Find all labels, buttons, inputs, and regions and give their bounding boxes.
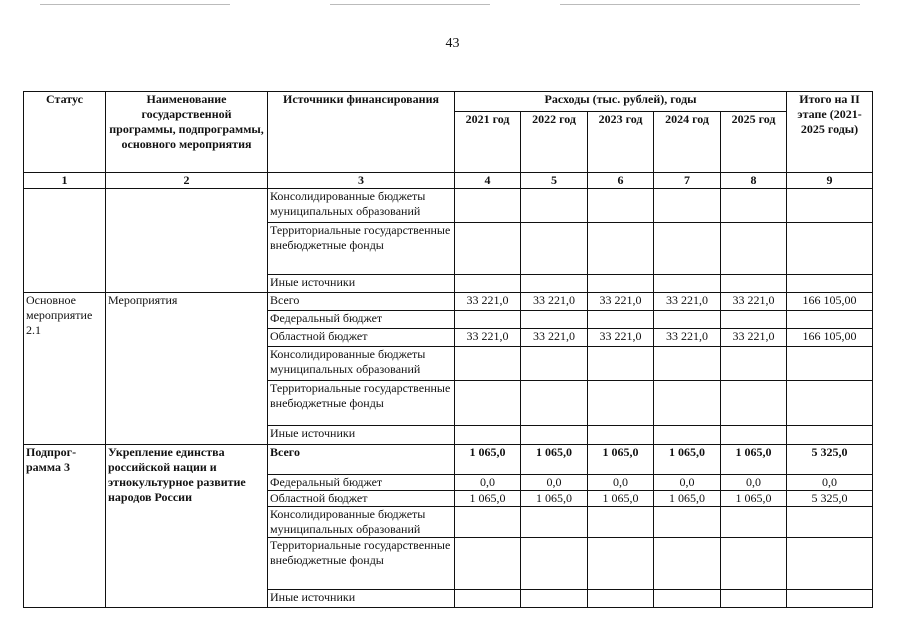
- header-total: Итого на II этапе (2021-2025 годы): [787, 92, 873, 173]
- year-value-cell: 1 065,0: [455, 491, 521, 507]
- source-cell: Иные источники: [268, 275, 455, 293]
- header-expenses: Расходы (тыс. рублей), годы: [455, 92, 787, 112]
- source-cell: Территориальные государственные внебюджетные фонды: [268, 538, 455, 590]
- year-value-cell: [455, 590, 521, 608]
- year-value-cell: 33 221,0: [588, 329, 654, 347]
- year-value-cell: [455, 275, 521, 293]
- year-value-cell: 33 221,0: [588, 293, 654, 311]
- year-value-cell: [654, 275, 721, 293]
- year-value-cell: 33 221,0: [654, 329, 721, 347]
- status-cell: Основное мероприятие 2.1: [24, 293, 106, 445]
- year-value-cell: 1 065,0: [721, 445, 787, 475]
- year-value-cell: 1 065,0: [521, 445, 588, 475]
- source-cell: Областной бюджет: [268, 329, 455, 347]
- year-value-cell: [521, 538, 588, 590]
- source-cell: Всего: [268, 293, 455, 311]
- total-cell: [787, 381, 873, 426]
- scan-edge-mark: [330, 4, 490, 5]
- year-value-cell: [521, 275, 588, 293]
- column-number: 3: [268, 173, 455, 189]
- source-cell: Областной бюджет: [268, 491, 455, 507]
- year-value-cell: [588, 275, 654, 293]
- year-value-cell: [455, 426, 521, 445]
- total-cell: [787, 275, 873, 293]
- year-value-cell: [654, 538, 721, 590]
- name-cell: [106, 189, 268, 293]
- header-year: 2023 год: [588, 112, 654, 173]
- table-row: [24, 445, 873, 475]
- year-value-cell: 1 065,0: [521, 491, 588, 507]
- name-cell: Мероприятия: [106, 293, 268, 445]
- column-number: 9: [787, 173, 873, 189]
- year-value-cell: 1 065,0: [654, 491, 721, 507]
- year-value-cell: 33 221,0: [721, 293, 787, 311]
- year-value-cell: 1 065,0: [721, 491, 787, 507]
- year-value-cell: [521, 426, 588, 445]
- status-cell: [24, 189, 106, 293]
- year-value-cell: [455, 347, 521, 381]
- total-cell: [787, 426, 873, 445]
- year-value-cell: [521, 381, 588, 426]
- year-value-cell: [521, 223, 588, 275]
- year-value-cell: [654, 311, 721, 329]
- source-cell: Иные источники: [268, 426, 455, 445]
- year-value-cell: [455, 311, 521, 329]
- year-value-cell: [521, 590, 588, 608]
- year-value-cell: [588, 223, 654, 275]
- year-value-cell: [654, 507, 721, 538]
- year-value-cell: [654, 426, 721, 445]
- table-row: [24, 293, 873, 311]
- year-value-cell: [521, 347, 588, 381]
- year-value-cell: [654, 381, 721, 426]
- total-cell: [787, 189, 873, 223]
- year-value-cell: [721, 426, 787, 445]
- column-number: 1: [24, 173, 106, 189]
- year-value-cell: [588, 426, 654, 445]
- source-cell: Федеральный бюджет: [268, 311, 455, 329]
- financing-table: [23, 91, 873, 608]
- column-number: 6: [588, 173, 654, 189]
- year-value-cell: [654, 189, 721, 223]
- source-cell: Территориальные государственные внебюджетные фонды: [268, 223, 455, 275]
- header-source: Источники финансирования: [268, 92, 455, 173]
- year-value-cell: 1 065,0: [654, 445, 721, 475]
- year-value-cell: 33 221,0: [721, 329, 787, 347]
- scan-edge-mark: [40, 4, 230, 5]
- year-value-cell: 0,0: [521, 475, 588, 491]
- year-value-cell: [521, 189, 588, 223]
- year-value-cell: 1 065,0: [588, 491, 654, 507]
- header-status: Статус: [24, 92, 106, 173]
- total-cell: 5 325,0: [787, 445, 873, 475]
- year-value-cell: [455, 189, 521, 223]
- source-cell: Всего: [268, 445, 455, 475]
- year-value-cell: 1 065,0: [455, 445, 521, 475]
- year-value-cell: [721, 223, 787, 275]
- year-value-cell: [588, 538, 654, 590]
- year-value-cell: [588, 507, 654, 538]
- year-value-cell: [588, 189, 654, 223]
- header-year: 2025 год: [721, 112, 787, 173]
- total-cell: [787, 311, 873, 329]
- total-cell: 166 105,00: [787, 329, 873, 347]
- year-value-cell: 33 221,0: [455, 329, 521, 347]
- scan-edge-mark: [560, 4, 860, 5]
- column-number: 5: [521, 173, 588, 189]
- total-cell: [787, 590, 873, 608]
- year-value-cell: [588, 311, 654, 329]
- column-number: 8: [721, 173, 787, 189]
- year-value-cell: [721, 381, 787, 426]
- status-cell: Подпрог-рамма 3: [24, 445, 106, 608]
- page-number: 43: [445, 36, 460, 51]
- year-value-cell: 33 221,0: [654, 293, 721, 311]
- year-value-cell: [588, 347, 654, 381]
- year-value-cell: [455, 538, 521, 590]
- source-cell: Иные источники: [268, 590, 455, 608]
- header-year: 2021 год: [455, 112, 521, 173]
- table-row: [24, 189, 873, 223]
- year-value-cell: 33 221,0: [521, 329, 588, 347]
- total-cell: [787, 538, 873, 590]
- column-number: 4: [455, 173, 521, 189]
- year-value-cell: 0,0: [588, 475, 654, 491]
- total-cell: 5 325,0: [787, 491, 873, 507]
- year-value-cell: [455, 381, 521, 426]
- total-cell: [787, 347, 873, 381]
- source-cell: Территориальные государственные внебюджетные фонды: [268, 381, 455, 426]
- year-value-cell: [521, 311, 588, 329]
- year-value-cell: 33 221,0: [521, 293, 588, 311]
- year-value-cell: 33 221,0: [455, 293, 521, 311]
- year-value-cell: [654, 347, 721, 381]
- total-cell: [787, 507, 873, 538]
- year-value-cell: [521, 507, 588, 538]
- source-cell: Федеральный бюджет: [268, 475, 455, 491]
- source-cell: Консолидированные бюджеты муниципальных образований: [268, 347, 455, 381]
- year-value-cell: [721, 507, 787, 538]
- year-value-cell: [588, 590, 654, 608]
- total-cell: [787, 223, 873, 275]
- source-cell: Консолидированные бюджеты муниципальных образований: [268, 507, 455, 538]
- year-value-cell: [654, 223, 721, 275]
- year-value-cell: [721, 538, 787, 590]
- total-cell: 0,0: [787, 475, 873, 491]
- year-value-cell: [721, 311, 787, 329]
- year-value-cell: 1 065,0: [588, 445, 654, 475]
- year-value-cell: [455, 223, 521, 275]
- year-value-cell: [455, 507, 521, 538]
- year-value-cell: [654, 590, 721, 608]
- year-value-cell: [721, 347, 787, 381]
- total-cell: 166 105,00: [787, 293, 873, 311]
- name-cell: Укрепление единства российской нации и этнокультурное развитие народов России: [106, 445, 268, 608]
- year-value-cell: 0,0: [455, 475, 521, 491]
- column-number: 7: [654, 173, 721, 189]
- header-year: 2024 год: [654, 112, 721, 173]
- year-value-cell: [721, 275, 787, 293]
- year-value-cell: [588, 381, 654, 426]
- year-value-cell: 0,0: [721, 475, 787, 491]
- year-value-cell: [721, 189, 787, 223]
- source-cell: Консолидированные бюджеты муниципальных образований: [268, 189, 455, 223]
- header-name: Наименование государственной программы, подпрограммы, основного мероприятия: [106, 92, 268, 173]
- header-year: 2022 год: [521, 112, 588, 173]
- year-value-cell: [721, 590, 787, 608]
- year-value-cell: 0,0: [654, 475, 721, 491]
- column-number: 2: [106, 173, 268, 189]
